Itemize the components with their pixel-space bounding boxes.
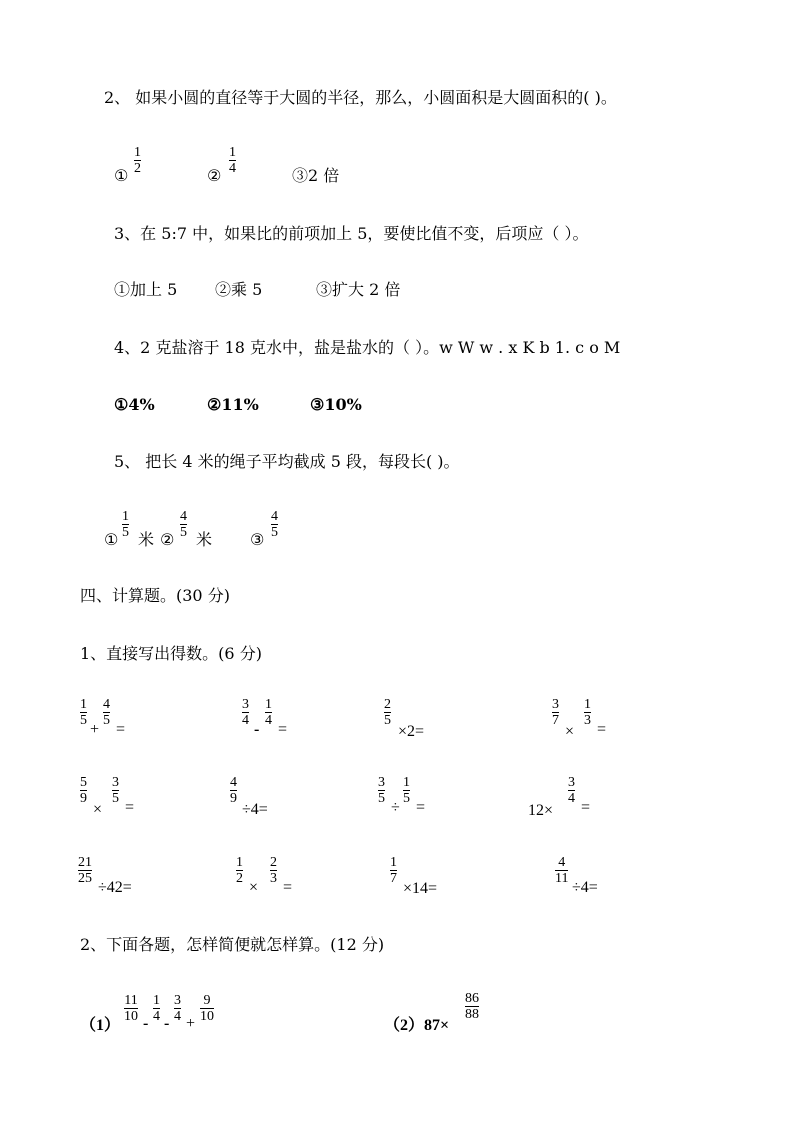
calc-a3-frac1: $\frac{2}{5}$ bbox=[384, 697, 391, 728]
q5-option-3-fraction: $\frac{4}{5}$ bbox=[271, 509, 278, 540]
question-2-text: 2、 如果小圆的直径等于大圆的半径，那么，小圆面积是大圆面积的( )。 bbox=[104, 88, 617, 107]
calc-b1-tail: = bbox=[125, 799, 135, 816]
q2-option-2-mark: ② bbox=[207, 166, 222, 185]
calc-c1-frac1: $\frac{21}{25}$ bbox=[78, 855, 92, 886]
calc-a3-tail: ×2= bbox=[398, 723, 425, 740]
calc-b4-lead: 12× bbox=[528, 802, 554, 819]
q4-option-2: ②11% bbox=[207, 395, 259, 414]
calc-a2-tail: = bbox=[278, 721, 288, 738]
question-5-text: 5、 把长 4 米的绳子平均截成 5 段，每段长( )。 bbox=[114, 452, 460, 471]
q3-option-2: ②乘 5 bbox=[215, 280, 263, 299]
calc-b3-tail: = bbox=[416, 799, 426, 816]
calc-a1-tail: = bbox=[116, 721, 126, 738]
calc-a4-op: × bbox=[565, 723, 575, 740]
calc-a1-frac1: $\frac{1}{5}$ bbox=[80, 697, 87, 728]
simplify-p1-op3: + bbox=[186, 1015, 196, 1032]
section-4-title: 四、计算题。(30 分) bbox=[80, 586, 230, 605]
calc-b3-frac1: $\frac{3}{5}$ bbox=[378, 775, 385, 806]
calc-b2-frac1: $\frac{4}{9}$ bbox=[230, 775, 237, 806]
simplify-p1-frac2: $\frac{1}{4}$ bbox=[153, 993, 160, 1024]
q4-option-1: ①4% bbox=[114, 395, 155, 414]
calc-a1-op: + bbox=[90, 721, 100, 738]
question-3-text: 3、在 5:7 中，如果比的前项加上 5，要使比值不变，后项应（ ）。 bbox=[114, 224, 589, 243]
calc-c3-frac1: $\frac{1}{7}$ bbox=[390, 855, 397, 886]
calc-a2-frac2: $\frac{1}{4}$ bbox=[265, 697, 272, 728]
q5-option-2-unit: 米 bbox=[196, 530, 213, 549]
calc-b1-frac2: $\frac{3}{5}$ bbox=[112, 775, 119, 806]
calc-c2-frac1: $\frac{1}{2}$ bbox=[236, 855, 243, 886]
calc-b3-op: ÷ bbox=[391, 799, 400, 816]
q2-option-1-fraction: $\frac{1}{2}$ bbox=[134, 145, 141, 176]
q5-option-2-mark: ② bbox=[160, 530, 175, 549]
calc-a1-frac2: $\frac{4}{5}$ bbox=[103, 697, 110, 728]
simplify-p2-label: （2）87× bbox=[384, 1017, 450, 1034]
simplify-p1-frac1: $\frac{11}{10}$ bbox=[124, 993, 138, 1024]
q5-option-3-mark: ③ bbox=[250, 530, 265, 549]
calc-c3-tail: ×14= bbox=[403, 880, 438, 897]
calc-c4-frac1: $\frac{4}{11}$ bbox=[555, 855, 569, 886]
calc-b4-tail: = bbox=[581, 799, 591, 816]
calc-c4-tail: ÷4= bbox=[572, 879, 598, 896]
q3-option-1: ①加上 5 bbox=[114, 280, 178, 299]
simplify-p1-label: （1） bbox=[80, 1017, 121, 1034]
simplify-p2-frac1: $\frac{86}{88}$ bbox=[465, 991, 479, 1022]
section-4-sub2-title: 2、下面各题，怎样简便就怎样算。(12 分) bbox=[80, 935, 385, 954]
calc-b2-tail: ÷4= bbox=[242, 801, 268, 818]
q2-option-2-fraction: $\frac{1}{4}$ bbox=[229, 145, 236, 176]
calc-a2-op: - bbox=[254, 721, 260, 738]
q5-option-2-fraction: $\frac{4}{5}$ bbox=[180, 509, 187, 540]
calc-c2-op: × bbox=[249, 879, 259, 896]
calc-c2-tail: = bbox=[283, 879, 293, 896]
calc-b1-frac1: $\frac{5}{9}$ bbox=[80, 775, 87, 806]
calc-a4-tail: = bbox=[597, 721, 607, 738]
simplify-p1-frac3: $\frac{3}{4}$ bbox=[174, 993, 181, 1024]
section-4-sub1-title: 1、直接写出得数。(6 分) bbox=[80, 644, 262, 663]
q5-option-1-fraction: $\frac{1}{5}$ bbox=[122, 509, 129, 540]
q3-option-3: ③扩大 2 倍 bbox=[316, 280, 401, 299]
q5-option-1-unit: 米 bbox=[138, 530, 155, 549]
calc-b3-frac2: $\frac{1}{5}$ bbox=[403, 775, 410, 806]
simplify-p1-frac4: $\frac{9}{10}$ bbox=[200, 993, 214, 1024]
calc-a2-frac1: $\frac{3}{4}$ bbox=[242, 697, 249, 728]
simplify-p1-op1: - bbox=[143, 1015, 149, 1032]
calc-b1-op: × bbox=[93, 801, 103, 818]
calc-a4-frac2: $\frac{1}{3}$ bbox=[584, 697, 591, 728]
calc-c1-tail: ÷42= bbox=[98, 879, 132, 896]
calc-c2-frac2: $\frac{2}{3}$ bbox=[270, 855, 277, 886]
simplify-p1-op2: - bbox=[164, 1015, 170, 1032]
q2-option-3: ③2 倍 bbox=[292, 166, 340, 185]
question-4-text: 4、2 克盐溶于 18 克水中，盐是盐水的（ ）。w W w . x K b 1. c o M bbox=[114, 338, 621, 357]
q2-option-1-mark: ① bbox=[114, 166, 129, 185]
calc-b4-frac1: $\frac{3}{4}$ bbox=[568, 775, 575, 806]
q5-option-1-mark: ① bbox=[104, 530, 119, 549]
calc-a4-frac1: $\frac{3}{7}$ bbox=[552, 697, 559, 728]
q4-option-3: ③10% bbox=[310, 395, 362, 414]
